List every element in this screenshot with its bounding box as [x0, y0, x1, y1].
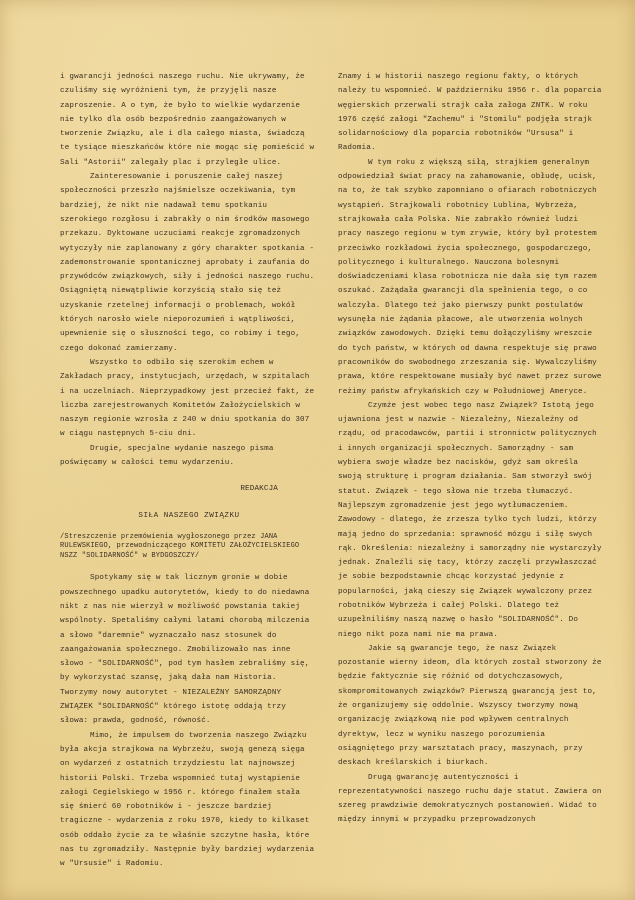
- left-column: [60, 70, 318, 872]
- article-title: SIŁA NASZEGO ZWIĄZKU: [138, 511, 240, 520]
- paragraph: Mimo, że impulsem do tworzenia naszego Związku była akcja strajkowa na Wybrzeżu, swoją genezą sięga on wydarzeń z ostatnich trzydziestu lat najnowszej historii Polski. Trzeba wspomnieć tutaj wystąpienie załogi Cegielskiego w 1956 r. którego finałem stała się śmierć 60 robotników i - jeszcze bardziej tragiczne - wydarzenia z roku 1970, kiedy to kilkaset osób oddało życie za te właśnie szczytne hasła, które nas tu zgromadziły. Następnie były bardziej wydarzenia w "Ursusie" i Radomiu.: [60, 731, 319, 869]
- paragraph: Wszystko to odbiło się szerokim echem w Zakładach pracy, instytucjach, urzędach, w szpitalach i na uczelniach. Nieprzypadkowy jest przecież fakt, że liczba zarejestrowanych Komitetów Założycielskich w naszym regionie wzrosła z 240 w dniu spotkania do 307 w ciągu następnych 5-ciu dni.: [60, 358, 319, 439]
- paragraph: Drugą gwarancję autentyczności i reprezentatywności naszego ruchu daje statut. Zawiera on szereg prawdziwie demokratycznych postanowień. Widać to między innymi w przypadku przeprowadzonych: [338, 773, 607, 825]
- article-subtitle: /Streszczenie przemówienia wygłoszonego przez JANA RULEWSKIEGO, przewodniczącego KOMITETU ZAŁOŻYCIELSKIEGO NSZZ "SOLIDARNOŚĆ" w BYDGOSZCZY/: [60, 532, 304, 560]
- paragraph: W tym roku z większą siłą, strajkiem generalnym odpowiedział świat pracy na zahamowanie, obłudę, ucisk, na to, że tak szybko zapomniano o ofiarach robotniczych wystąpień. Strajkowali robotnicy Lublina, Wybrzeża, strajkowała cała Polska. Nie zabrakło również ludzi pracy naszego regionu w tym zrywie, który był protestem przeciwko rozkładowi życia społecznego, gospodarczego, politycznego i kulturalnego. Nauczona bolesnymi doświadczeniami klasa robotnicza nie dała się tym razem oszukać. Zażądała gwarancji dla spełnienia tego, o co walczyła. Dlatego też jako pierwszy punkt postulatów wysunęła nie żądania płacowe, ale utworzenia wolnych związków zawodowych. Dzięki temu dołączyliśmy wreszcie do tych państw, w których od dawna respektuje się prawo pracowników do swobodnego zrzeszania się. Wywalczyliśmy prawa, które respektowane musiały być nawet przez surowe reżimy państw afrykańskich czy w Południowej Ameryce.: [338, 158, 607, 396]
- paragraph: Znamy i w historii naszego regionu fakty, o których należy tu wspomnieć. W październiku 1956 r. dla poparcia węgierskich przerwali strajk cała załoga ZNTK. W roku 1976 część załogi "Zachemu" i "Stomilu" podjęła strajk solidarnościowy dla poparcia robotników "Ursusa" i Radomia.: [338, 73, 607, 153]
- paragraph: Czymże jest wobec tego nasz Związek? Istotą jego ujawniona jest w nazwie - Niezależny, Niezależny od rządu, od pracodawców, partii i stronnictw politycznych i innych organizacji społecznych. Samorządny - sam wybiera swoje władze bez nacisków, gdyż sam określa swoją strukturę i program działania. Sam stworzył swój statut. Związek - tego słowa nie trzeba tłumaczyć. Najlepszym zgromadzenie jest jego wytłumaczeniem. Zawodowy - dlatego, że zrzesza tylko tych ludzi, którzy mają jedno do sprzedania: sprawność mózgu i siłę swych rąk. Określenia: niezależny i samorządny nie wystarczyły jednak. Znaleźli się tacy, którzy zaczęli przywłaszczać je sobie bezpodstawnie chcąc korzystać jedynie z popularności, jaką cieszy się Związek wywalczony przez robotników Wybrzeża i całej Polski. Dlatego też uzupełniliśmy naszą nazwę o hasło "SOLIDARNOŚĆ". Do niego nikt poza nami nie ma prawa.: [338, 401, 607, 639]
- signature: REDAKCJA: [240, 485, 278, 494]
- paragraph: Drugie, specjalne wydanie naszego pisma poświęcamy w całości temu wydarzeniu.: [60, 444, 279, 468]
- paragraph: Spotykamy się w tak licznym gronie w dobie powszechnego upadku autorytetów, kiedy to do niedawna nikt z nas nie wierzył w możliwość powstania takiej wspólnoty. Spetaliśmy całymi latami chorobą milczenia a słowo "daremnie" wyznaczało nasz stosunek do zaangażowania społecznego. Zmobilizowało nas inne słowo - "SOLIDARNOŚĆ", pod tym hasłem zebraliśmy się, by wykorzystać szansę, jaką dała nam Historia. Tworzymy nowy autorytet - NIEZALEŻNY SAMORZĄDNY ZWIĄZEK "SOLIDARNOŚĆ" którego istotę oddają trzy słowa: prawda, godność, równość.: [60, 574, 315, 726]
- right-column: [338, 70, 606, 828]
- paragraph: i gwarancji jedności naszego ruchu. Nie ukrywamy, że czuliśmy się wyróżnieni tym, że przyjęli nasze zaproszenie. A o tym, że było to wielkie wydarzenie nie tylko dla osób bezpośrednio zaangażowanych w tworzenie Związku, ale i dla całego miasta, świadczą te tysiące mieszkańców które nie mogąc się pomieścić w Sali "Astorii" zalegały plac i przyległe ulice.: [60, 73, 319, 167]
- paragraph: Zainteresowanie i poruszenie całej naszej społeczności przeszło najśmielsze oczekiwania, tym bardziej, że nikt nie nadawał temu spotkaniu szerokiego rozgłosu i zabrakły o nim środków masowego przekazu. Dyktowane uczuciami reakcje zgromadzonych wytyczyły nie zaplanowany z góry charakter spotkania - zademonstrowanie spontanicznej aprobaty i zaufania do przywódców związkowych, siły i jedności naszego ruchu. Osiągniętą niewątpliwie korzyścią stało się też uzyskanie rzetelnej informacji o problemach, wokół których narosło wiele nieporozumień i wątpliwości, upewnienie się o słuszności tego, co robimy i tego, czego dokonać zamierzamy.: [60, 173, 319, 353]
- paragraph: Jakie są gwarancje tego, że nasz Związek pozostanie wierny ideom, dla których został stworzony że będzie faktycznie się różnić od dotychczasowych, skompromitowanych związków? Pierwszą gwarancją jest to, że organizujemy się oddolnie. Wszyscy tworzymy nową organizację związkową nie pod wpływem centralnych dyrektyw, lecz w wyniku naszego porozumienia osiągniętego przy warsztatach pracy, maszynach, przy deskach kreślarskich i biurkach.: [338, 644, 607, 768]
